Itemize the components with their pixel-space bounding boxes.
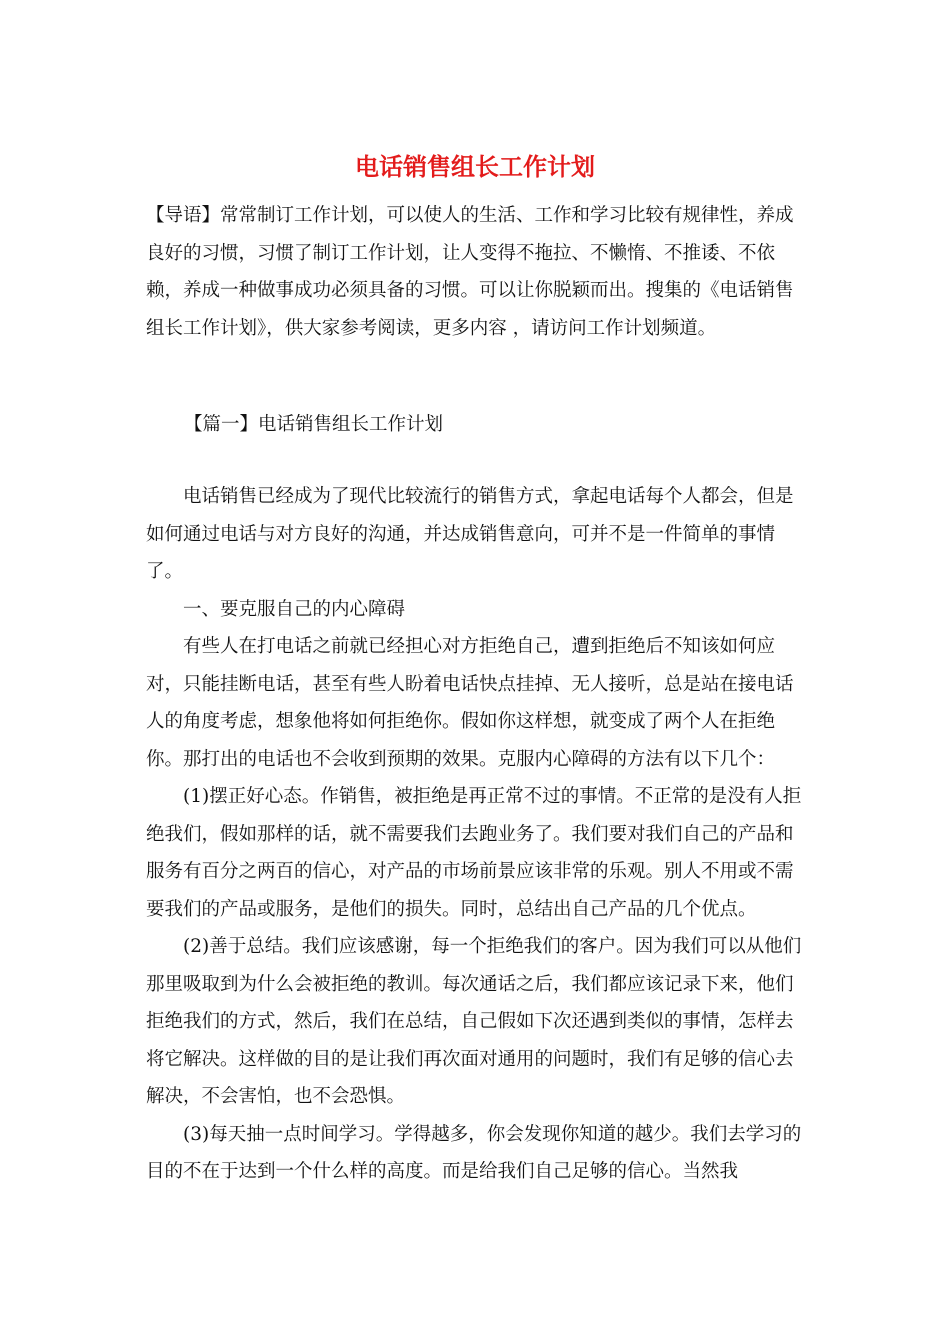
body-paragraph: 有些人在打电话之前就已经担心对方拒绝自己，遭到拒绝后不知该如何应对，只能挂断电话，甚至有些人盼着电话快点挂掉、无人接听，总是站在接电话人的角度考虑，想象他将如何拒绝你。假如你这样想，就变成了两个人在拒绝你。那打出的电话也不会收到预期的效果。克服内心障碍的方法有以下几个： <box>146 636 794 770</box>
body-paragraph: (3)每天抽一点时间学习。学得越多，你会发现你知道的越少。我们去学习的目的不在于达到一个什么样的高度。而是给我们自己足够的信心。当然我 <box>146 1123 802 1182</box>
subheading: 一、要克服自己的内心障碍 <box>183 598 406 620</box>
document-body <box>146 478 806 1191</box>
section-title: 【篇一】电话销售组长工作计划 <box>184 414 444 435</box>
body-paragraph: (2)善于总结。我们应该感谢，每一个拒绝我们的客户。因为我们可以从他们那里吸取到为什么会被拒绝的教训。每次通话之后，我们都应该记录下来，他们拒绝我们的方式，然后，我们在总结，自己假如下次还遇到类似的事情，怎样去将它解决。这样做的目的是让我们再次面对通用的问题时，我们有足够的信心去解决，不会害怕，也不会恐惧。 <box>146 936 802 1107</box>
body-paragraph: 电话销售已经成为了现代比较流行的销售方式，拿起电话每个人都会，但是如何通过电话与对方良好的沟通，并达成销售意向，可并不是一件简单的事情了。 <box>146 486 794 582</box>
intro-paragraph: 【导语】常常制订工作计划，可以使人的生活、工作和学习比较有规律性，养成良好的习惯，习惯了制订工作计划，让人变得不拖拉、不懒惰、不推诿、不依赖，养成一种做事成功必须具备的习惯。可以让你脱颖而出。搜集的《电话销售组长工作计划》，供大家参考阅读，更多内容 ，请访问工作计划频道。 <box>146 205 794 339</box>
body-paragraph: (1)摆正好心态。作销售，被拒绝是再正常不过的事情。不正常的是没有人拒绝我们，假如那样的话，就不需要我们去跑业务了。我们要对我们自己的产品和服务有百分之两百的信心，对产品的市场前景应该非常的乐观。别人不用或不需要我们的产品或服务，是他们的损失。同时，总结出自己产品的几个优点。 <box>146 786 802 920</box>
document-title: 电话销售组长工作计划 <box>355 152 595 181</box>
